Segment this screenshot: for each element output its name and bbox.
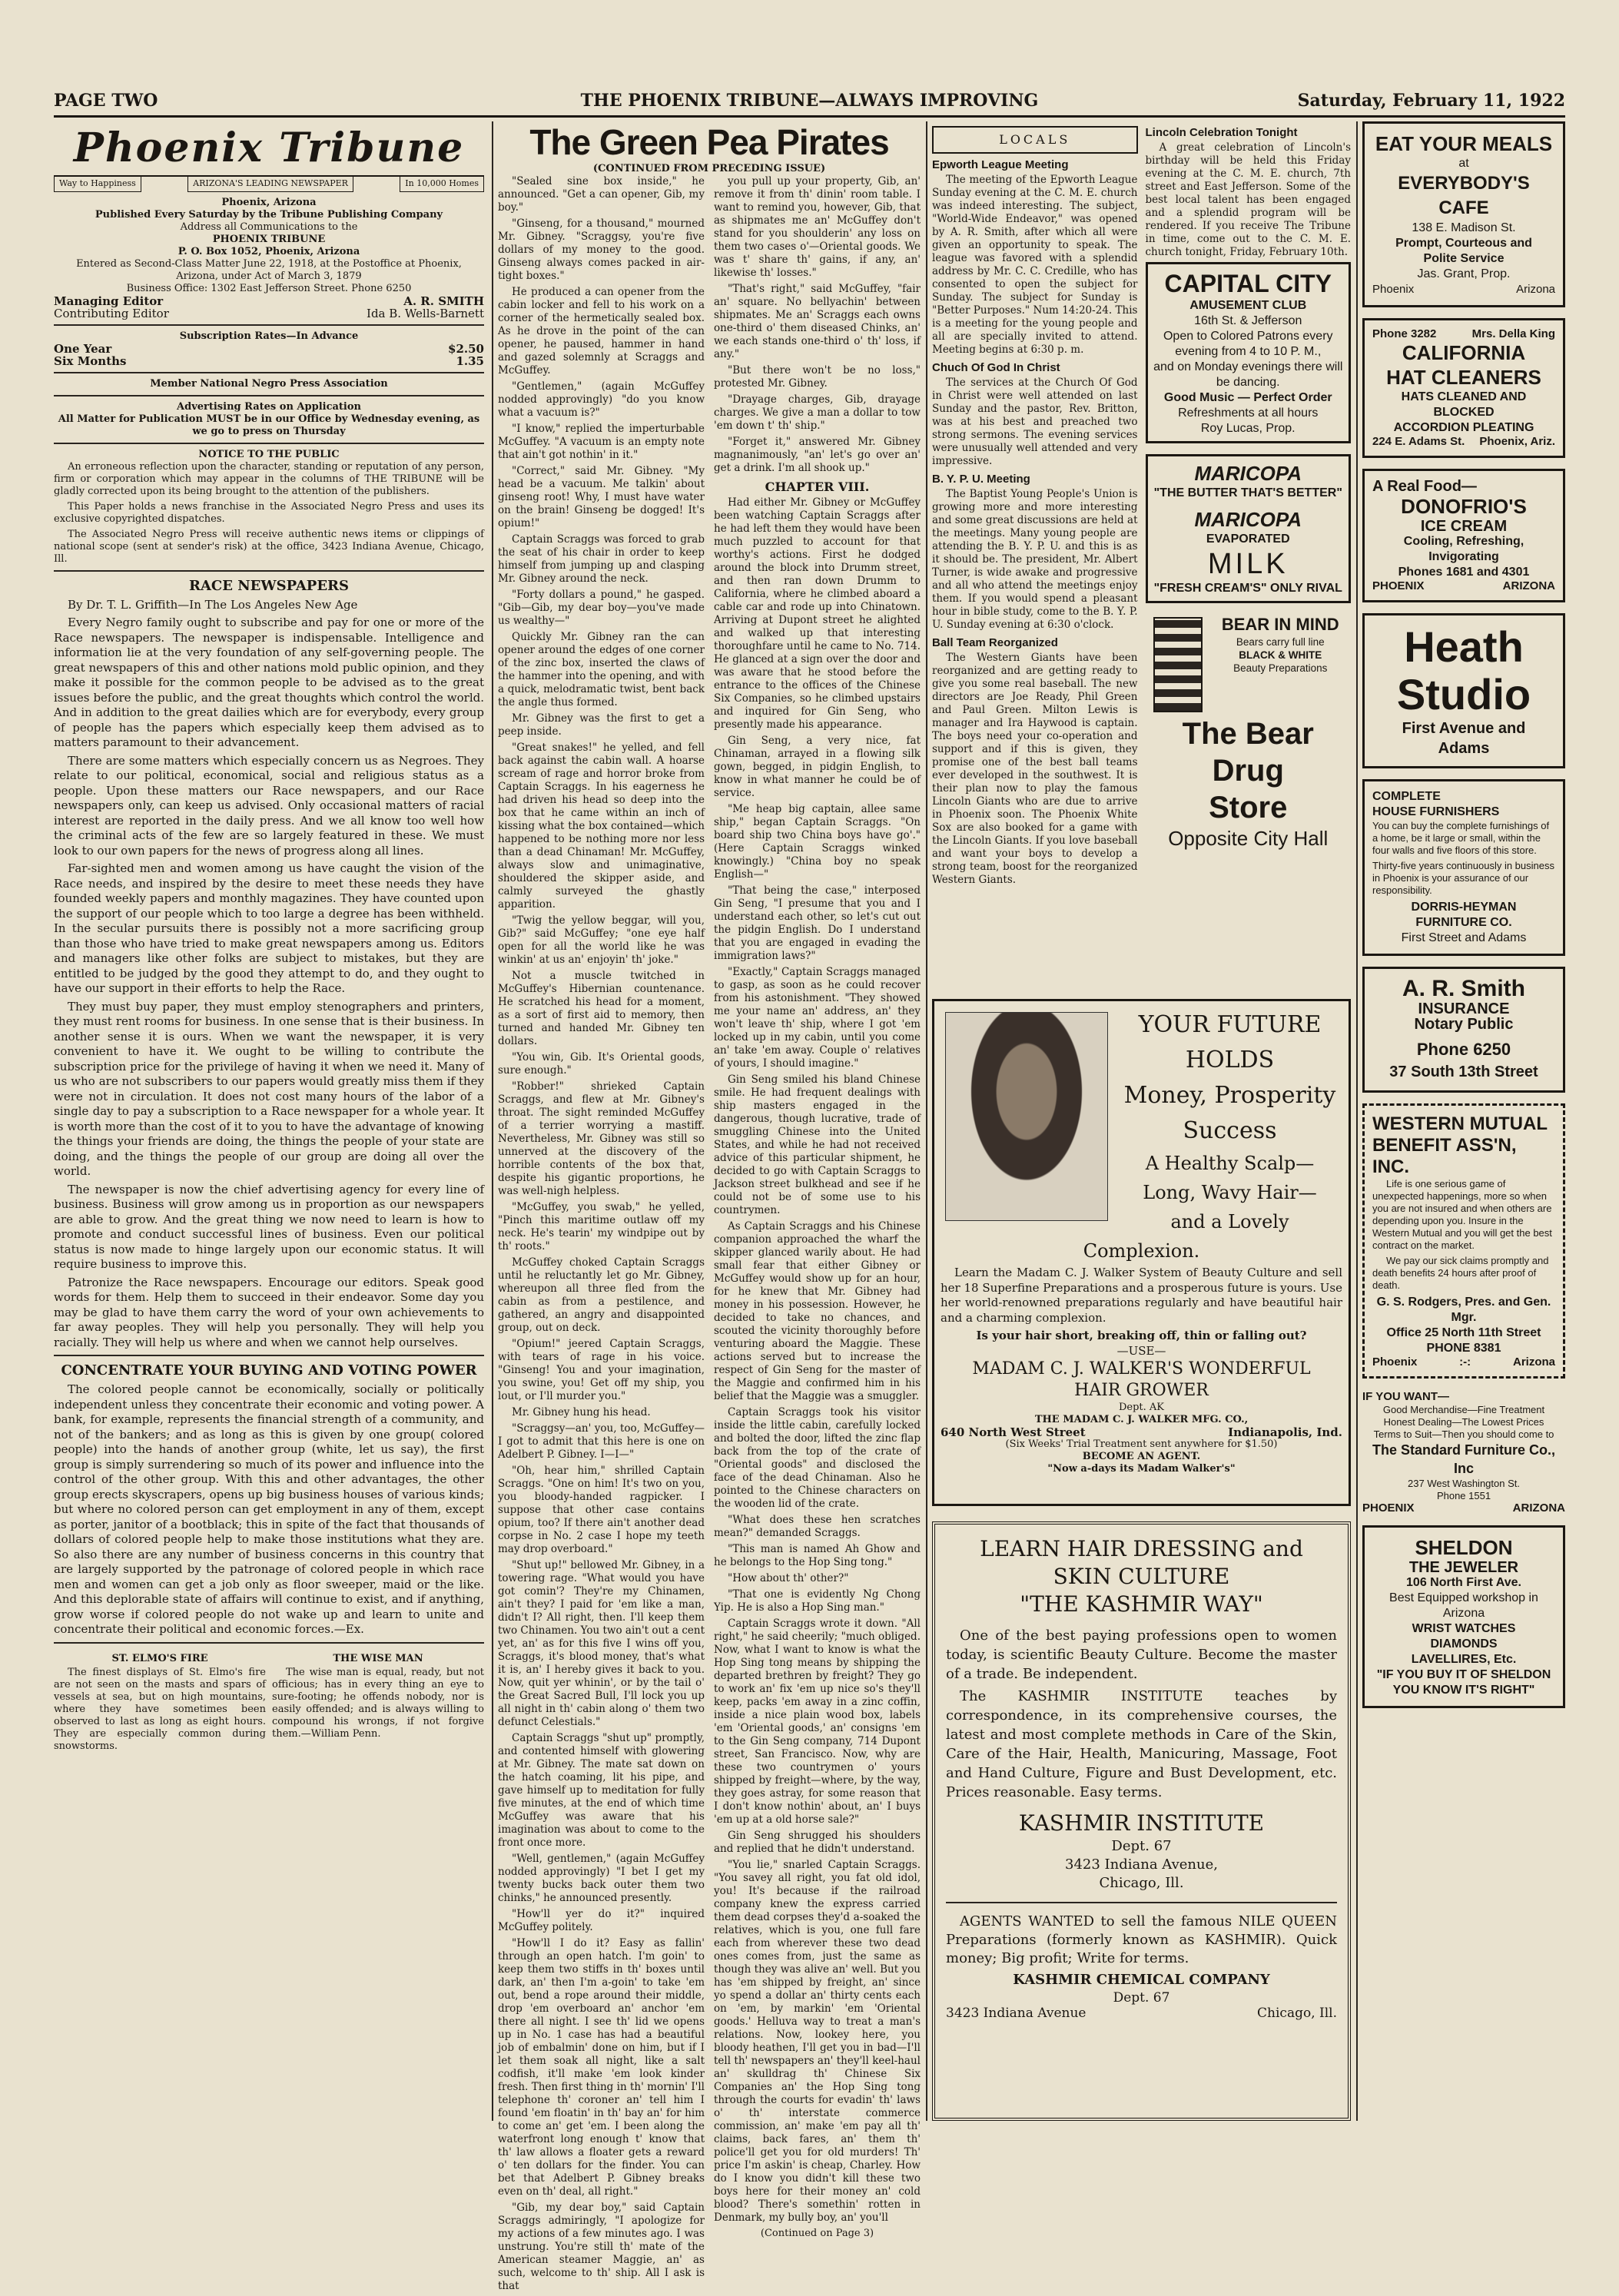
serial-story [498,121,921,2292]
headline-line: Success [1183,1117,1277,1144]
masthead-address: P. O. Box 1052, Phoenix, Arizona [177,245,360,257]
headline-line: YOUR FUTURE [1138,1011,1322,1038]
everybodys-cafe-ad [1362,121,1565,307]
story-paragraph: Gin Seng smiled his bland Chinese smile. He had frequent dealings with ship masters engaged in the dangerous, though lucrative, trade of smuggling Chinese into the United States, and while he had not received advice of this particular shipment, he decided to go with Captain Scraggs to Jackson street bulkhead and see if he could not be of some use to his countrymen. [714,1073,921,1216]
ad-line: MADAM C. J. WALKER'S WONDERFUL [972,1359,1311,1379]
ad-line: First Avenue and [1402,719,1526,737]
locals-column [932,121,1138,890]
ad-line: Best Equipped workshop in Arizona [1389,1591,1538,1620]
local-heading: Chuch Of God In Christ [932,361,1060,374]
article-paragraph: There are some matters which especially concern us as Negroes. They relate to our political, economical, social and religious status as a people. Upon these matters our Race newspapers, and our Race newspapers only, can keep us advised. Only occasional matters of racial interest are reported in the daily press. And we all know too well how the criminal acts of the few are so largely featured in these. We must look to our own papers for the news of progress along all lines. [54,753,484,858]
rate-value: $2.50 [448,341,484,356]
notice-title: NOTICE TO THE PUBLIC [198,448,340,460]
ad-line: MILK [1207,548,1289,580]
story-column [498,175,705,2296]
ad-line: (Six Weeks' Trial Treatment sent anywhere for $1.50) [1005,1438,1278,1450]
headline-line: and a Lovely Complexion. [1083,1211,1289,1262]
story-paragraph: "That one is evidently Ng Chong Yip. He is also a Hop Sing man." [714,1588,921,1614]
story-paragraph: "Great snakes!" he yelled, and fell back against the cabin wall. A hoarse scream of rage and horror broke from Captain Scraggs. In his eagerness he had driven his head so deep into the box that he came within an inch of kissing what the box contained—which happened to be nothing more nor less than a dead Chinaman! Mr. McGuffey, always slow and unimaginative, shouldered the skipper aside, and calmly surveyed the ghastly apparition. [498,742,705,911]
ad-line: Terms to Suit—Then you should come to [1373,1428,1554,1440]
capital-city-ad [1146,262,1352,443]
story-paragraph: "McGuffey, you swab," he yelled, "Pinch this maritime outlaw off my neck. He's tearin' my windpipe out by th' roots." [498,1201,705,1253]
story-paragraph: "How'll yer do it?" inquired McGuffey politely. [498,1908,705,1933]
headline-line: HOLDS [1185,1047,1275,1073]
story-paragraph: "Me heap big captain, allee same ship," began Captain Scraggs. "On board ship two China boys have go'." (Here Captain Scraggs winked knowingly.) "China boy no speak English—" [714,803,921,881]
ad-headline: "THE KASHMIR WAY" [1020,1591,1263,1617]
paper-motto: THE PHOENIX TRIBUNE—ALWAYS IMPROVING [580,91,1039,111]
adv-deadline: All Matter for Publication MUST be in our Office by Wednesday evening, as we go to press on Thursday [58,413,480,437]
brand-slogan: "THE BUTTER THAT'S BETTER" [1153,486,1342,499]
ad-body: The KASHMIR INSTITUTE teaches by correspondence, in its comprehensive courses, the latest and most complete methods in Care of the Skin, Care of the Hair, Health, Manicuring, Massage, Foot and Hand Culture, Figure and Bust Development, etc. Prices reasonable. Easy terms. [946,1688,1337,1800]
ad-line: 138 E. Madison St. [1412,221,1516,234]
divider [54,324,484,326]
story-paragraph: "This man is named Ah Ghow and he belongs to the Hop Sing tong." [714,1543,921,1568]
headline-line: A Healthy Scalp— [1145,1153,1315,1174]
masthead-publisher: Published Every Saturday by the Tribune Publishing Company [95,208,443,221]
ad-line: :-: [1459,1355,1471,1369]
ad-name: Studio [1396,669,1531,718]
local-heading: B. Y. P. U. Meeting [932,473,1030,486]
story-paragraph: you pull up your property, Gib, an' remove it from th' dinin' room table. I want to remind you, however, Gib, that as shipmates me an' McGuffey don't stand for you shoulderin' any loss on them two cases o'—Oriental goods. We was t' share th' gains, if any, an' likewise th' losses." [714,175,921,279]
story-paragraph: As Captain Scraggs and his Chinese companion approached the wharf the skipper glanced warily about. He had small fear that either Gibney or McGuffey would show up for an hour, for he knew that Mr. Gibney had money in his possession. However, he decided to take no chances, and scouted the vicinity thoroughly before venturing aboard the Maggie. These actions served but to increase the respect of Gin Seng for the master of the Maggie and confirmed him in his belief that the Maggie was a smuggler. [714,1220,921,1402]
ad-line: First Street and Adams [1401,931,1527,944]
ad-name: CALIFORNIA [1402,340,1526,364]
editor-label: Managing Editor [54,294,164,308]
ad-line: Office 25 North 11th Street [1386,1326,1541,1339]
story-continued: (CONTINUED FROM PRECEDING ISSUE) [592,163,826,174]
ad-name: EVERYBODY'S CAFE [1398,173,1530,218]
ad-line: PHONE 8381 [1426,1341,1501,1355]
story-paragraph: Captain Scraggs wrote it down. "All right," he said cheerily; "much obliged. Now, what I want to know is what the Hop Sing tong means by shipping the departed brethren by freight? They go to work an' fix 'em up nice so's they'll keep, packs 'em away in a zinc coffin, inside a nice plain wood box, labels 'em 'Oriental goods,' an' consigns 'em to the Gin Seng company, 714 Dupont street, San Francisco. Now, why are these two countrymen o' yours shipped by freight—where, by the way, they goes astray, for some reason that I don't know nothin' about, an' I buys 'em up at a old horse sale?" [714,1617,921,1826]
ad-line: 106 North First Ave. [1406,1576,1521,1589]
ad-name: Heath [1404,622,1524,671]
ad-line: Arizona [1516,283,1555,296]
story-paragraph: "That being the case," interposed Gin Seng, "I presume that you and I understand each other, so let's cut out the pidgin English. Do I understand that you are engaged in evading the immigration laws?" [714,884,921,962]
story-paragraph: "Scraggsy—an' you, too, McGuffey—I got to admit that this here is one on Adelbert P. Gibney. I—I—" [498,1422,705,1461]
ad-line: HAIR GROWER [1074,1381,1209,1400]
adv-rates: Advertising Rates on Application [177,400,361,413]
ad-line: Is your hair short, breaking off, thin or falling out? [976,1329,1307,1342]
rate-row [54,343,484,355]
ad-name: SHELDON [1415,1536,1513,1559]
ad-line: Bears carry full line [1236,636,1325,648]
story-paragraph: Quickly Mr. Gibney ran the can opener around the edges of one corner of the zinc box, inserted the claws of the hammer into the opening, and with a quick, melodramatic twist, bent back the angle thus formed. [498,631,705,708]
local-text: The services at the Church Of God in Christ were well attended on last Sunday and the pastor, Rev. Britton, was at his best and preached two strong sermons. The evening services were unusually well attended and very impressive. [932,377,1138,467]
walker-ad [932,999,1351,1506]
story-paragraph: Captain Scraggs "shut up" promptly, and contented himself with glowering at Mr. Gibney. The mate sat down on the hatch coaming, lit his pipe, and gave himself up to meditation for fully five minutes, at the end of which time McGuffey was aware that his imagination was about to come to the front once more. [498,1732,705,1849]
editor-row [54,295,484,307]
contrib-row [54,307,484,320]
ad-line: Beauty Preparations [1233,662,1328,674]
ad-line: IF YOU WANT— [1362,1389,1450,1403]
ad-line: HOUSE FURNISHERS [1372,805,1500,818]
ad-headline: LEARN HAIR DRESSING and [980,1536,1303,1561]
masthead-tag: Way to Happiness [54,175,141,192]
ad-line: Adams [1438,739,1490,757]
ad-line: PHOENIX [1362,1501,1415,1515]
ad-body: One of the best paying professions open to women today, is scientific Beauty Culture. Become the master of a trade. Be independent. [946,1627,1337,1682]
ad-line: Chicago, Ill. [1099,1875,1184,1891]
ad-name: CAPITAL CITY [1164,270,1332,297]
divider [54,1355,484,1356]
story-paragraph: "You lie," snarled Captain Scraggs. "You savey all right, you fat old idol, you! It's because if the railroad company knew the express carried them dead corpses they'd a-soaked the relatives, which is you, one full fare each from wherever these two dead ones comes from, just the same as though they was alive an' well. But you has 'em shipped by freight, an' since yo spend a dollar an' thirty cents each on 'em, by markin' 'em 'Oriental goods.' Helluva way to treat a man's relations. Now, lookey here, you bloody heathen, I'll get you in bad—I'll tell th' newspapers an' they'll keel-haul an' skulldrag th' Chinese Six Companies an' the Hop Sing tong through the courts for evadin' th' laws o' th' interstate commerce commission, an' make 'em pay all th' claims, back fares, an' them th' police'll get you for old murders! Th' price I'm askin' is cheap, Charley. How do I know you didn't kill these two boys here for their money an' cold blood? There's somethin' rotten in Denmark, my bully boy, an' you'll [714,1859,921,2224]
story-paragraph: "Correct," said Mr. Gibney. "My head be a vacuum. Me talkin' about ginseng root! Why, I must have water on the brain! Ginseng be dogged! It's opium!" [498,465,705,529]
story-paragraph: "Forty dollars a pound," he gasped. "Gib—Gib, my dear boy—you've made us wealthy—" [498,589,705,627]
ad-line: A Real Food— [1372,477,1477,495]
ad-line: Phoenix, Ariz. [1479,434,1555,448]
page-header [54,91,1565,114]
ad-line: Open to Colored Patrons every evening from 4 to 10 P. M., [1163,330,1333,358]
ad-line: Roy Lucas, Prop. [1200,422,1296,435]
local-heading: Ball Team Reorganized [932,636,1058,649]
ad-line: COMPLETE [1372,789,1441,803]
masthead-tag: In 10,000 Homes [400,175,484,192]
locals-column-ads [1146,121,1352,890]
short-items [54,1648,484,1756]
ad-line: Opposite City Hall [1168,827,1329,850]
ad-name: FURNITURE CO. [1415,915,1512,929]
story-paragraph: "I know," replied the imperturbable McGuffey. "A vacuum is an empty note that ain't got nothin' in it." [498,423,705,461]
ad-name: WESTERN MUTUAL [1372,1113,1548,1134]
masthead-tag: ARIZONA'S LEADING NEWSPAPER [187,175,353,192]
local-text: The meeting of the Epworth League Sunday evening at the C. M. E. church was indeed interesting. The subject, "World-Wide Endeavor," was opened by A. R. Smith, after which all were given an opportunity to speak. The league was favored with a splendid address by Mr. C. C. Credille, who has consented to open the subject for Sunday. The subject for Sunday is "Better Purposes." Num 14:20-24. This is a meeting for the young people and all are specially invited to attend. Meeting begins at 6:30 p. m. [932,174,1138,356]
ad-line: WRIST WATCHES [1412,1622,1516,1635]
story-paragraph: "That's right," said McGuffey, "fair an' square. No bellyachin' between shipmates. Me an' Scraggs each owns one-third o' them diseased Chinks, an' we each stands one-third o' th' loss, if any." [714,283,921,360]
story-column-body [714,175,921,2225]
page-number: PAGE TWO [54,91,158,111]
ad-line: ICE CREAM [1420,517,1508,535]
ad-line: EAT YOUR MEALS [1375,132,1553,155]
ad-address [1372,1356,1555,1369]
brand-name: MARICOPA [1194,508,1302,531]
story-paragraph: "But there won't be no loss," protested Mr. Gibney. [714,364,921,390]
ad-address [1372,580,1555,592]
ad-line: Dept. AK [1118,1402,1165,1413]
ad-line: EVAPORATED [1206,533,1290,546]
bear-drug-ad [1146,614,1352,851]
story-paragraph: "Ginseng, for a thousand," mourned Mr. Gibney. "Scraggsy, you're five dollars of my money to the good. Ginseng always comes packed in air-tight boxes." [498,217,705,282]
ad-line: AMUSEMENT CLUB [1189,299,1307,312]
masthead-title: Phoenix Tribune [54,121,484,177]
ad-name: HAT CLEANERS [1386,365,1541,389]
item-title: ST. ELMO'S FIRE [111,1652,208,1664]
ad-line: Cooling, Refreshing, Invigorating [1403,534,1524,563]
column-divider [926,121,927,2121]
issue-date: Saturday, February 11, 1922 [1297,91,1565,111]
notice-text: An erroneous reflection upon the character, standing or reputation of any person, firm or corporation which may appear in the columns of THE TRIBUNE will be gladly corrected upon its being brought to the attention of the publishers. [54,460,484,497]
ad-line: THE JEWELER [1408,1559,1519,1576]
ad-address [1372,282,1555,297]
column-divider [1356,121,1358,2121]
ad-line: ARIZONA [1502,579,1555,592]
ad-line: Refreshments at all hours [1178,406,1319,420]
ad-line: Phone 3282 [1372,327,1437,340]
brand-slogan: "FRESH CREAM'S" ONLY RIVAL [1153,582,1342,595]
local-text: The Western Giants have been reorganized and are getting ready to give you some real baseball. The new directors are Joe Ready, Phil Green and Paul Green. Milton Lewis is manager and Ira Haywood is captain. The boys need your co-operation and support and if this is given, they promise one of the best ball teams ever developed in the southwest. It is their plan now to play the famous Lincoln Giants who are due to arrive in Phoenix soon. The Phoenix White Sox are also booked for a game with the Lincoln Giants. If you love baseball and want your boys to develop a strong team, boost for the reorganized Western Giants. [932,652,1138,886]
header-rule [54,115,1565,118]
local-heading: Lincoln Celebration Tonight [1145,126,1298,139]
masthead-address: Address all Communications to the [180,221,358,233]
item-text: The wise man is equal, ready, but not officious; has in every thing an eye to sure-footing; he offends nobody, nor is easily offended; and is always willing to compound his wrongs, if not forgive them.—William Penn. [272,1666,484,1740]
ad-line: Mrs. Della King [1471,327,1555,340]
ad-line: THE MADAM C. J. WALKER MFG. CO., [1034,1414,1249,1425]
article-title: RACE NEWSPAPERS [188,577,350,594]
story-paragraph: "Gib, my dear boy," said Captain Scraggs admiringly, "I apologize for my actions of a few minutes ago. I was unstrung. You're still th' mate of the American steamer Maggie, an' as such, welcome to th' ship. All I ask is that [498,2201,705,2292]
ad-name: The Standard Furniture Co., Inc [1372,1442,1555,1476]
sheldon-ad [1362,1525,1565,1708]
story-paragraph: "Opium!" jeered Captain Scraggs, with tears of rage in his voice. "Ginseng! You and your imagination, you swine, you! Get off my ship, you lout, or I'll murder you." [498,1338,705,1402]
column-divider [492,121,493,2121]
rate-value: 1.35 [456,353,484,368]
ad-address [1362,1502,1565,1515]
rate-label: Six Months [54,353,127,368]
ad-address [1372,436,1555,448]
story-paragraph: "Gentlemen," (again McGuffey nodded approvingly) "do you know what a vacuum is?" [498,380,705,419]
locals-row [932,121,1351,890]
article-byline: By Dr. T. L. Griffith—In The Los Angeles New Age [68,597,358,612]
ad-line: HATS CLEANED AND BLOCKED [1401,390,1527,419]
divider [54,570,484,572]
story-paragraph: "Sealed sine box inside," he announced. "Get a can opener, Gib, my boy." [498,175,705,214]
ad-line: 640 North West Street [941,1425,1086,1439]
ad-name: Store [1209,791,1288,825]
ad-line: DIAMONDS [1430,1637,1498,1651]
ad-line: at [1458,157,1469,170]
story-paragraph: "You win, Gib. It's Oriental goods, sure enough." [498,1051,705,1077]
ad-address [946,2006,1337,2022]
ad-line: Dept. 67 [1111,1838,1172,1854]
ad-line: INSURANCE [1418,1000,1510,1017]
rates-title: Subscription Rates—In Advance [179,330,359,342]
ad-body: AGENTS WANTED to sell the famous NILE QUEEN Preparations (formerly known as KASHMIR). Quick money; Big profit; Write for terms. [946,1913,1337,1966]
divider [54,443,484,444]
masthead-address: PHOENIX TRIBUNE [212,233,326,245]
story-paragraph: "Forget it," answered Mr. Gibney magnanimously, "an' let's go over an' get a drink. I'm all shook up." [714,436,921,474]
article-paragraph: The colored people cannot be economically, socially or politically independent unless they concentrate their economic and voting power. A bank, for example, represents the financial strength of a community, and not of the bankers; and as long as this is given by one group( colored people) into the hands of another group (white, let us say), the first group is simply surrendering so much of its power and influence into the control of the other group. With this and other advantages, the other group erects skyscrapers, opens up big business houses of various kinds; but where no colored person can get employment in any of them, except as porter, janitor of a bootblack; this in spite of the fact that thousands of dollars of colored people help to make those institutions what they are. So also there are any number of business concerns in this country that are largely supported by the patronage of colored people in which race men and women can get a job only as floor sweeper, maid or the like. And this deplorable state of affairs will continue to exist, and if anything, grow worse if colored people do not wake up and learn to unite and concentrate their political and economic forces.—Ex. [54,1382,484,1636]
standard-furniture-ad [1362,1389,1565,1515]
contrib-label: Contributing Editor [54,306,169,320]
headline-line: Money, Prosperity [1123,1082,1336,1109]
heath-studio-ad [1362,613,1565,768]
ads-column [1362,121,1565,2127]
story-paragraph: "Drayage charges, Gib, drayage charges. We give a man a dollar to tow 'em down t' th' ship." [714,393,921,432]
ad-line: —USE— [1116,1343,1166,1358]
ad-line: and on Monday evenings there will be dancing. [1153,360,1343,389]
story-paragraph: "Robber!" shrieked Captain Scraggs, and flew at Mr. Gibney's throat. The sight reminded McGuffey of a terrier worrying a mastiff. Nevertheless, Mr. Gibney was still so unnerved at the discovery of the horrible contents of the box that, despite his gigantic proportions, he was well-nigh helpless. [498,1080,705,1197]
ad-body: Thirty-five years continuously in business in Phoenix is your assurance of our responsibility. [1372,859,1554,896]
ad-line: Phone 6250 [1416,1039,1511,1059]
dorris-heyman-ad [1362,779,1565,956]
article-paragraph: They must buy paper, they must employ stenographers and printers, they must rent rooms for business. In one sense that is their business. In another sense it is ours. When we want the newspaper, it is very convenient to have it. We ought to be willing to contribute the subscription price for the privilege of having it when we need it. Many of us who are not subscribers to our papers would greatly miss them if they were not in circulation. It does not cost many hours of the labor of a single day to pay a subscription to a Race newspaper for a whole year. It is worth more than the cost of it to you to have the advantage of knowing the things your friends are doing, the things the people of your state are doing, and the things the people of our group are doing all over the world. [54,999,484,1178]
ad-line: Prompt, Courteous and [1395,237,1532,250]
story-paragraph: Mr. Gibney was the first to get a peep inside. [498,712,705,738]
anp-text: The Associated Negro Press will receive authentic news items or clippings of national scope (sent at sender's risk) at the office, 3423 Indiana Avenue, Chicago, Ill. [54,528,484,565]
story-title: The Green Pea Pirates [529,122,889,162]
story-paragraph: He produced a can opener from the cabin locker and fell to his work on a corner of the hermetically sealed box. As he drove in the point of the can opener, he paused, hammer in hand and gazed solemnly at Scraggs and McGuffey. [498,286,705,377]
ad-line: Phone 1551 [1436,1490,1491,1501]
rate-row [54,355,484,367]
donofrio-ad [1362,469,1565,602]
local-text: The Baptist Young People's Union is growing more and more interesting and some great discussions are held at the meetings. Many young people are attending the B. Y. P. U. and this is as it should be. The president, Mr. Albert Turner, is wide awake and progressive and all who attend the meetings enjoy them. If you would spend a pleasant hour in bible study, come to the B. Y. P. U. Sunday evening at 6:30 o'clock. [932,488,1138,631]
masthead-tags [54,175,484,192]
short-item [54,1648,266,1756]
headline-line: Long, Wavy Hair— [1143,1182,1317,1203]
ad-line: BLACK & WHITE [1239,649,1322,661]
ad-line: Polite Service [1423,252,1505,265]
ad-line: PHOENIX [1372,579,1425,592]
story-paragraph: "Twig the yellow beggar, will you, Gib?" said McGuffey; "one eye half open for all the world like he was winkin' at us an' enjoyin' th' joke." [498,914,705,966]
ad-name: KASHMIR INSTITUTE [1018,1810,1265,1836]
story-paragraph: Had either Mr. Gibney or McGuffey been watching Captain Scraggs after he had left them they would have been much puzzled to account for that worthy's actions. First he dodged around the block into Drumm street, and then ran down Drumm to California, where he climbed aboard a cable car and rode up into Chinatown. Arriving at Dupont street he alighted and walked up that interesting thoroughfare until he came to No. 714. He glanced at a sign over the door and was aware that he stood before the entrance to the offices of the Chinese Six Companies, so he climbed upstairs and inquired for Gin Seng, who presently made his appearance. [714,496,921,731]
divider [946,1902,1337,1903]
story-paragraph: "What does these hen scratches mean?" demanded Scraggs. [714,1514,921,1539]
article-title: CONCENTRATE YOUR BUYING AND VOTING POWER [61,1362,477,1379]
article-paragraph: The newspaper is now the chief advertising agency for every line of business. Business will grow among us in proportion as our newspapers are able to grow. And the great thing we now need to learn is how to promote and conduct successful lines of business. Even our political status is now made to hinge largely upon our economic status. It will require business to improve this. [54,1182,484,1271]
divider [54,372,484,373]
article-paragraph: Every Negro family ought to subscribe and pay for one or more of the Race newspapers. The newspaper is indispensable. Intelligence and information lie at the very foundation of any self-governing people. The great newspapers of this and other nations mold public opinion, and they make it possible for the common people to be advised as to the great issues before the public, and the great thoughts which control the world. And in addition to the great dailies which are for everybody, every group of people has the papers which especially keep them advised as to matters paramount to their advancement. [54,615,484,749]
story-paragraph: Captain Scraggs was forced to grab the seat of his chair in order to keep himself from jumping up and clasping Mr. Gibney around the neck. [498,533,705,585]
ad-line: 224 E. Adams St. [1372,434,1465,448]
story-paragraph: Gin Seng, a very nice, fat Chinaman, arrayed in a flowing silk gown, begged, in pidgin English, to know in what manner he could be of service. [714,735,921,799]
story-paragraph: Captain Scraggs took his visitor inside the little cabin, carefully locked and bolted the door, lifted the zinc flap back from the top of the crate of "Oriental goods" and disclosed the face of the dead Chinaman. Also he pointed to the Chinese characters on the wooden lid of the crate. [714,1406,921,1510]
ad-top-row [1372,328,1555,340]
story-paragraph: "Oh, hear him," shrilled Captain Scraggs. "One on him! It's two on you, you bloody-handed ragpicker. I suppose that other case contains opium, too? If there ain't another dead corpse in No. 2 case I hope my teeth may drop overboard." [498,1465,705,1555]
ad-line: ACCORDION PLEATING [1393,420,1534,434]
ad-line: G. S. Rodgers, Pres. and Gen. Mgr. [1376,1295,1551,1324]
ad-name: DORRIS-HEYMAN [1411,900,1517,914]
locals-section [932,121,1351,967]
rate-label: One Year [54,341,112,356]
franchise-text: This Paper holds a news franchise in the Associated Negro Press and uses its exclusive copyrighted dispatches. [54,500,484,525]
article-paragraph: Far-sighted men and women among us have caught the vision of the Race needs, and inspired by the desire to meet these needs they have founded weekly papers and monthly magazines. They have counted upon the support of our people which to too large a degree has been withheld. In the secular pursuits there is possibly not a more sacrificing group than those who have tried to make great newspapers among us. Editors and managers like other folks are subject to mistakes, but they are entitled to be judged by the good they attempt to do, and they ought to have our support in their efforts to help the Race. [54,861,484,995]
divider [54,1642,484,1644]
story-paragraph: "Shut up!" bellowed Mr. Gibney, in a towering rage. "What would you have got comin'? They're my Chinamen, ain't they? I paid for 'em like a man, didn't I? All right, then. I'll keep them two Chinamen. You two ain't out a cent yet, an' as for this five I wins off you, Scraggs, it's blood money, that's what it is, an' I hereby gives it back to you. Now, quit yer whinin', or by the tail o' the Great Sacred Bull, I'll lock you up all night in th' cabin along o' them two defunct Celestials." [498,1559,705,1728]
ad-line: Jas. Grant, Prop. [1417,267,1511,280]
locals-title: LOCALS [932,126,1138,154]
ad-line: 3423 Indiana Avenue, [1065,1856,1218,1873]
ad-line: 37 South 13th Street [1389,1063,1538,1080]
local-text: A great celebration of Lincoln's birthday will be held this Friday evening at the C. M. E. church, 7th street and East Jefferson. Some of the best local talent has been engaged and a splendid program will be rendered. If you receive The Tribune in time, come out to the C. M. E. church tonight, Friday, February 10th. [1145,141,1351,258]
story-paragraph: Gin Seng shrugged his shoulders and replied that he didn't understand. [714,1830,921,1855]
kashmir-ad [932,1521,1351,2121]
ad-line: Good Merchandise—Fine Treatment [1382,1404,1545,1415]
story-paragraph: "How'll I do it? Easy as fallin' through an open hatch. I'm goin' to keep them two stiffs in th' boxes until dark, an' then I'm a-goin' to take 'em out, bend a rope around their middle, drop 'em overboard an' anchor 'em there all night. I see th' lid we opens up in No. 1 case has had a beautiful job of embalmin' done on him, but if I let them soak all night, like a salt codfish, it'll make 'em look kinder fresh. Then first thing in th' mornin' I'll telephone th' coroner an' tell him I found 'em floatin' in th' bay an' for him to come an' get 'em. I been along the waterfront long enough t' know that th' law allows a floater gets a reward o' ten dollars for the finder. You can bet that Adelbert P. Gibney breaks even on th' deal, all right." [498,1937,705,2198]
insurance-ad [1362,967,1565,1093]
short-item [272,1648,484,1756]
story-continued-end: (Continued on Page 3) [760,2228,874,2239]
ad-line: BECOME AN AGENT. [1082,1451,1201,1462]
ad-line: Good Music — Perfect Order [1163,391,1332,404]
ad-line: 237 West Washington St. [1408,1478,1520,1489]
story-paragraph: "Well, gentlemen," (again McGuffey nodded approvingly) "I bet I get my twenty bucks back outer them two chinks," he announced presently. [498,1853,705,1904]
ad-name: KASHMIR CHEMICAL COMPANY [1013,1972,1270,1988]
maricopa-ad [1146,454,1352,603]
ad-name: The Bear Drug [1182,717,1314,788]
editor-name: A. R. SMITH [403,294,484,308]
member-line: Member National Negro Press Association [150,377,388,390]
local-heading: Epworth League Meeting [932,158,1069,171]
editorial-column [54,121,484,2119]
ad-line: ARIZONA [1512,1501,1565,1515]
story-paragraph: Not a muscle twitched in McGuffey's Hibernian countenance. He scratched his head for a moment, as a sort of first aid to memory, then turned and handed Mr. Gibney ten dollars. [498,970,705,1047]
ad-body: Life is one serious game of unexpected happenings, more so when you are not insured and when others are depending upon you. Insure in the Western Mutual and you will get the best contract on the market. [1372,1177,1552,1251]
masthead-office: Business Office: 1302 East Jefferson Street. Phone 6250 [126,282,412,294]
item-text: The finest displays of St. Elmo's fire are not seen on the masts and spars of vessels at sea, but on high mountains, where they have sometimes been observed to last as long as eight hours. They are especially common during snowstorms. [54,1666,266,1752]
masthead-entered: Entered as Second-Class Matter June 22, 1918, at the Postoffice at Phoenix, Arizona, under Act of March 3, 1879 [76,257,462,282]
ad-line: 16th St. & Jefferson [1194,314,1302,327]
ad-body: Learn the Madam C. J. Walker System of Beauty Culture and sell her 18 Superfine Preparations and a prosperous future is yours. Use her world-renowned preparations regularly and have beautiful hair and a charming complexion. [941,1266,1342,1325]
ad-line: BEAR IN MIND [1221,615,1339,634]
ad-line: Arizona [1512,1355,1555,1369]
chapter-heading: CHAPTER VIII. [765,479,870,494]
ad-line: Chicago, Ill. [1257,2006,1337,2021]
ad-line: Notary Public [1414,1015,1514,1033]
story-paragraph: McGuffey choked Captain Scraggs until he reluctantly let go Mr. Gibney, whereupon all three fled from the cabin as from a pestilence, and gathered, an angry and disappointed group, out on deck. [498,1256,705,1334]
item-title: THE WISE MAN [333,1652,423,1664]
ad-line: Phoenix [1372,1355,1418,1369]
ad-line: 3423 Indiana Avenue [946,2006,1087,2021]
ad-line: Indianapolis, Ind. [1228,1425,1342,1439]
ad-body: You can buy the complete furnishings of a home, be it large or small, within the four walls and five floors of this store. [1372,819,1550,856]
story-paragraph: Mr. Gibney hung his head. [512,1406,651,1418]
ad-line: "IF YOU BUY IT OF SHELDON YOU KNOW IT'S RIGHT" [1376,1668,1551,1697]
western-mutual-ad [1362,1103,1565,1379]
portrait-image [945,1012,1108,1221]
ad-line: Phones 1681 and 4301 [1398,565,1530,579]
article-paragraph: Patronize the Race newspapers. Encourage our editors. Speak good words for them. Help them to succeed in their endeavor. Some day you may be glad to have them carry the word of your own achievements to far away peoples. They will help you personally. They will help you racially. They will help us where and when we cannot help ourselves. [54,1275,484,1349]
ad-line: Honest Dealing—The Lowest Prices [1383,1416,1544,1428]
ad-line: LAVELLIRES, Etc. [1411,1653,1517,1666]
ad-name: BENEFIT ASS'N, INC. [1372,1134,1517,1177]
ad-line: "Now a-days its Madam Walker's" [1047,1463,1236,1475]
brand-name: MARICOPA [1194,462,1302,485]
contrib-name: Ida B. Wells-Barnett [367,306,484,320]
ad-body: We pay our sick claims promptly and death benefits 24 hours after proof of death. [1372,1254,1549,1291]
story-column [714,175,921,2296]
ad-name: A. R. Smith [1402,975,1525,1001]
ad-headline: SKIN CULTURE [1053,1564,1230,1589]
ad-line: Dept. 67 [1113,1990,1170,2006]
story-paragraph: "How about th' other?" [728,1572,849,1584]
ad-name: DONOFRIO'S [1401,494,1527,518]
story-paragraph: "Exactly," Captain Scraggs managed to gasp, as soon as he could recover from his astonishment. "They showed me your name an' address, an' they won't leave th' ship, where I got 'em locked up in my cabin, until you come an' take 'em away. Couple o' relatives of yours, I should imagine." [714,966,921,1070]
ad-line: Phoenix [1372,283,1415,296]
story-columns [498,175,921,2296]
ad-address [941,1426,1342,1438]
masthead-place: Phoenix, Arizona [221,196,317,208]
divider [54,395,484,396]
hat-cleaners-ad [1362,318,1565,458]
jar-icon [1153,617,1203,712]
